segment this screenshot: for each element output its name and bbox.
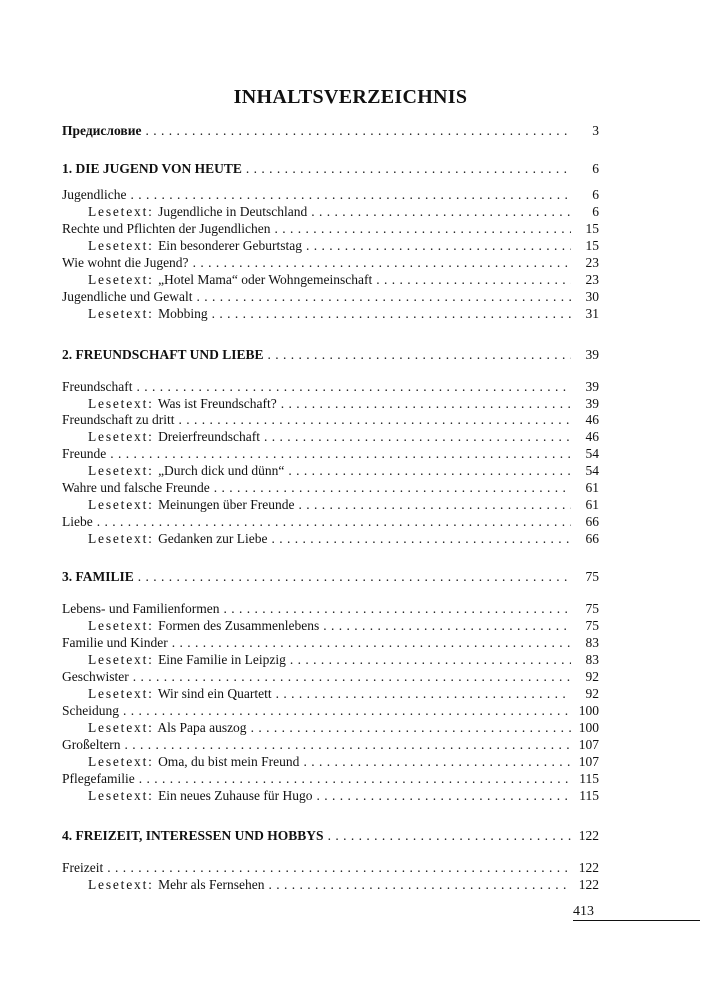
toc-entry-text: Ein besonderer Geburtstag xyxy=(158,238,303,253)
toc-reading-text xyxy=(88,305,599,322)
dot-leader xyxy=(212,305,571,322)
toc-entry xyxy=(62,220,599,237)
toc-page-number: 115 xyxy=(579,771,599,786)
toc-entry-text: Geschwister xyxy=(62,669,129,684)
toc-reading-text xyxy=(88,237,599,254)
dot-leader xyxy=(172,634,571,651)
toc-entry xyxy=(62,736,599,753)
toc-page-number: 92 xyxy=(585,686,599,701)
toc-entry-text: Lebens- und Familienformen xyxy=(62,601,220,616)
toc-chapter xyxy=(62,568,599,585)
toc-entry xyxy=(62,254,599,271)
toc-entry xyxy=(62,378,599,395)
page-number: 413 xyxy=(573,904,594,919)
toc-entry-text: Jugendliche xyxy=(62,187,127,202)
toc-entry xyxy=(62,668,599,685)
toc-page-number: 39 xyxy=(585,347,599,362)
toc-entry-title xyxy=(88,787,313,804)
toc-page-number: 122 xyxy=(578,877,599,892)
toc-entry-text: Jugendliche in Deutschland xyxy=(158,204,308,219)
page-title: INHALTSVERZEICHNIS xyxy=(233,86,468,108)
toc-entry-text: 4. FREIZEIT, INTERESSEN UND HOBBYS xyxy=(62,828,324,843)
toc-page-number: 122 xyxy=(578,860,599,875)
dot-leader xyxy=(281,395,571,412)
toc-entry-text: Rechte und Pflichten der Jugendlichen xyxy=(62,221,271,236)
lesetext-label: Lesetext: xyxy=(88,429,154,444)
toc-page-number: 46 xyxy=(585,412,599,427)
toc-entry-title xyxy=(88,237,302,254)
toc-entry-title xyxy=(62,288,192,305)
dot-leader xyxy=(214,479,571,496)
dot-leader xyxy=(272,530,571,547)
dot-leader xyxy=(264,428,571,445)
toc-entry-title xyxy=(62,122,141,139)
toc-entry-title xyxy=(88,617,319,634)
toc-entry-title xyxy=(62,378,132,395)
dot-leader xyxy=(193,254,571,271)
footer-rule xyxy=(573,920,700,921)
toc-page-number: 15 xyxy=(585,221,599,236)
toc-page-number: 100 xyxy=(578,703,599,718)
toc-page-number: 61 xyxy=(585,497,599,512)
toc-reading-text xyxy=(88,876,599,893)
toc-entry-title xyxy=(88,395,277,412)
dot-leader xyxy=(303,753,571,770)
toc-page-number: 23 xyxy=(585,272,599,287)
toc-entry-title xyxy=(62,160,242,177)
toc-entry-title xyxy=(62,346,264,363)
toc-page-number: 83 xyxy=(585,635,599,650)
dot-leader xyxy=(196,288,571,305)
toc-page-number: 39 xyxy=(585,396,599,411)
toc-entry-title xyxy=(62,445,106,462)
toc-page-number: 107 xyxy=(578,754,599,769)
lesetext-label: Lesetext: xyxy=(88,720,154,735)
dot-leader xyxy=(107,859,571,876)
toc-entry-title xyxy=(88,530,268,547)
toc-chapter xyxy=(62,160,599,177)
toc-reading-text xyxy=(88,271,599,288)
toc-entry-text: Liebe xyxy=(62,514,93,529)
dot-leader xyxy=(124,736,571,753)
toc-entry xyxy=(62,513,599,530)
toc-entry-title xyxy=(88,876,265,893)
toc-reading-text xyxy=(88,719,599,736)
toc-reading-text xyxy=(88,496,599,513)
toc-entry-text: Gedanken zur Liebe xyxy=(158,531,268,546)
toc-entry-title xyxy=(62,479,210,496)
dot-leader xyxy=(290,651,571,668)
dot-leader xyxy=(276,685,571,702)
toc-reading-text xyxy=(88,651,599,668)
toc-entry-text: Scheidung xyxy=(62,703,119,718)
toc-entry-title xyxy=(62,770,135,787)
toc-entry-text: „Hotel Mama“ oder Wohngemeinschaft xyxy=(158,272,373,287)
toc-entry-title xyxy=(62,634,168,651)
toc-entry-text: Oma, du bist mein Freund xyxy=(158,754,300,769)
toc-entry-title xyxy=(88,271,372,288)
toc-page-number: 122 xyxy=(578,828,599,843)
toc-entry xyxy=(62,288,599,305)
toc-entry-text: Mehr als Fernsehen xyxy=(158,877,265,892)
lesetext-label: Lesetext: xyxy=(88,531,154,546)
toc-entry xyxy=(62,634,599,651)
lesetext-label: Lesetext: xyxy=(88,204,154,219)
toc-page-number: 115 xyxy=(579,788,599,803)
toc-entry-title xyxy=(88,305,208,322)
toc-entry-title xyxy=(88,203,307,220)
lesetext-label: Lesetext: xyxy=(88,788,154,803)
toc-page-number: 6 xyxy=(592,187,599,202)
toc-entry-title xyxy=(62,859,103,876)
toc-entry-text: Meinungen über Freunde xyxy=(158,497,295,512)
toc-reading-text xyxy=(88,617,599,634)
toc-entry-text: Was ist Freundschaft? xyxy=(157,396,277,411)
toc-entry-title xyxy=(62,702,119,719)
toc-entry xyxy=(62,770,599,787)
toc-page-number: 54 xyxy=(585,463,599,478)
dot-leader xyxy=(311,203,571,220)
toc-entry-text: Freunde xyxy=(62,446,107,461)
toc-entry-title xyxy=(88,462,284,479)
lesetext-label: Lesetext: xyxy=(88,497,154,512)
toc-entry-text: Freundschaft xyxy=(62,379,133,394)
toc-page-number: 66 xyxy=(585,531,599,546)
toc-page-number: 92 xyxy=(585,669,599,684)
toc-entry xyxy=(62,702,599,719)
toc-page-number: 30 xyxy=(585,289,599,304)
toc-entry-text: Familie und Kinder xyxy=(62,635,168,650)
dot-leader xyxy=(138,568,571,585)
lesetext-label: Lesetext: xyxy=(88,754,154,769)
dot-leader xyxy=(268,346,571,363)
dot-leader xyxy=(251,719,571,736)
toc-page-number: 100 xyxy=(578,720,599,735)
lesetext-label: Lesetext: xyxy=(88,306,154,321)
toc-page-number: 15 xyxy=(585,238,599,253)
dot-leader xyxy=(130,186,571,203)
toc-page-number: 66 xyxy=(585,514,599,529)
dot-leader xyxy=(97,513,571,530)
toc-page-number: 39 xyxy=(585,379,599,394)
dot-leader xyxy=(178,411,571,428)
toc-page-number: 46 xyxy=(585,429,599,444)
toc-entry xyxy=(62,445,599,462)
dot-leader xyxy=(376,271,571,288)
toc-page-number: 107 xyxy=(578,737,599,752)
dot-leader xyxy=(139,770,571,787)
toc-page-number: 75 xyxy=(585,569,599,584)
lesetext-label: Lesetext: xyxy=(88,463,154,478)
toc-entry-title xyxy=(62,568,134,585)
toc-page-number: 83 xyxy=(585,652,599,667)
lesetext-label: Lesetext: xyxy=(88,618,154,633)
toc-reading-text xyxy=(88,787,599,804)
toc-entry-text: Pflegefamilie xyxy=(62,771,135,786)
toc-page-number: 75 xyxy=(585,601,599,616)
toc-entry-text: Freundschaft zu dritt xyxy=(62,412,175,427)
toc-entry xyxy=(62,479,599,496)
toc-entry-text: Als Papa auszog xyxy=(157,720,247,735)
toc-entry xyxy=(62,186,599,203)
dot-leader xyxy=(223,600,571,617)
toc-entry-title xyxy=(88,651,286,668)
toc-entry-text: Wahre und falsche Freunde xyxy=(62,480,210,495)
toc-page-number: 23 xyxy=(585,255,599,270)
lesetext-label: Lesetext: xyxy=(88,396,154,411)
toc-entry xyxy=(62,122,599,139)
toc-entry-text: Jugendliche und Gewalt xyxy=(62,289,193,304)
toc-entry-text: Mobbing xyxy=(158,306,208,321)
toc-entry-text: 1. DIE JUGEND VON HEUTE xyxy=(62,161,242,176)
toc-page-number: 61 xyxy=(585,480,599,495)
toc-entry-title xyxy=(62,186,126,203)
toc-reading-text xyxy=(88,530,599,547)
dot-leader xyxy=(136,378,571,395)
dot-leader xyxy=(110,445,571,462)
dot-leader xyxy=(317,787,571,804)
toc-page-number: 31 xyxy=(585,306,599,321)
toc-page-number: 6 xyxy=(592,204,599,219)
toc-reading-text xyxy=(88,685,599,702)
toc-page-number: 3 xyxy=(592,123,599,138)
toc-page-number: 6 xyxy=(592,161,599,176)
lesetext-label: Lesetext: xyxy=(88,272,154,287)
toc-entry-title xyxy=(62,254,189,271)
toc-page-number: 75 xyxy=(585,618,599,633)
dot-leader xyxy=(288,462,571,479)
toc-reading-text xyxy=(88,462,599,479)
toc-entry-text: „Durch dick und dünn“ xyxy=(158,463,285,478)
toc-entry xyxy=(62,859,599,876)
toc-entry-title xyxy=(88,719,247,736)
toc-entry xyxy=(62,600,599,617)
toc-entry-text: Eine Familie in Leipzig xyxy=(158,652,286,667)
toc-entry-text: Ein neues Zuhause für Hugo xyxy=(158,788,313,803)
toc-entry-title xyxy=(88,428,260,445)
toc-entry-text: Freizeit xyxy=(62,860,104,875)
toc-entry-text: Wie wohnt die Jugend? xyxy=(62,255,189,270)
toc-entry-title xyxy=(88,753,299,770)
dot-leader xyxy=(269,876,571,893)
toc-entry-title xyxy=(88,496,295,513)
toc-entry-text: Formen des Zusammenlebens xyxy=(158,618,320,633)
dot-leader xyxy=(274,220,571,237)
toc-entry-text: 3. FAMILIE xyxy=(62,569,134,584)
toc-entry-title xyxy=(62,220,270,237)
dot-leader xyxy=(328,827,571,844)
toc-page-number: 54 xyxy=(585,446,599,461)
toc-entry-title xyxy=(62,668,129,685)
toc-entry-text: 2. FREUNDSCHAFT UND LIEBE xyxy=(62,347,264,362)
toc-chapter xyxy=(62,827,599,844)
toc-reading-text xyxy=(88,753,599,770)
dot-leader xyxy=(306,237,571,254)
toc-entry-text: Wir sind ein Quartett xyxy=(157,686,272,701)
dot-leader xyxy=(145,122,571,139)
toc-entry-title xyxy=(88,685,272,702)
toc-reading-text xyxy=(88,203,599,220)
toc-entry-title xyxy=(62,600,219,617)
dot-leader xyxy=(323,617,571,634)
toc-entry xyxy=(62,411,599,428)
lesetext-label: Lesetext: xyxy=(88,877,154,892)
toc-entry-title xyxy=(62,411,174,428)
toc-reading-text xyxy=(88,395,599,412)
toc-entry-title xyxy=(62,513,93,530)
dot-leader xyxy=(299,496,571,513)
lesetext-label: Lesetext: xyxy=(88,238,154,253)
lesetext-label: Lesetext: xyxy=(88,652,154,667)
dot-leader xyxy=(133,668,571,685)
toc-entry-text: Dreierfreundschaft xyxy=(158,429,261,444)
toc-chapter xyxy=(62,346,599,363)
toc-reading-text xyxy=(88,428,599,445)
toc-entry-title xyxy=(62,827,324,844)
toc-entry-title xyxy=(62,736,120,753)
lesetext-label: Lesetext: xyxy=(88,686,154,701)
toc-entry-text: Großeltern xyxy=(62,737,121,752)
dot-leader xyxy=(246,160,571,177)
toc-entry-text: Предисловие xyxy=(62,123,142,138)
dot-leader xyxy=(123,702,571,719)
